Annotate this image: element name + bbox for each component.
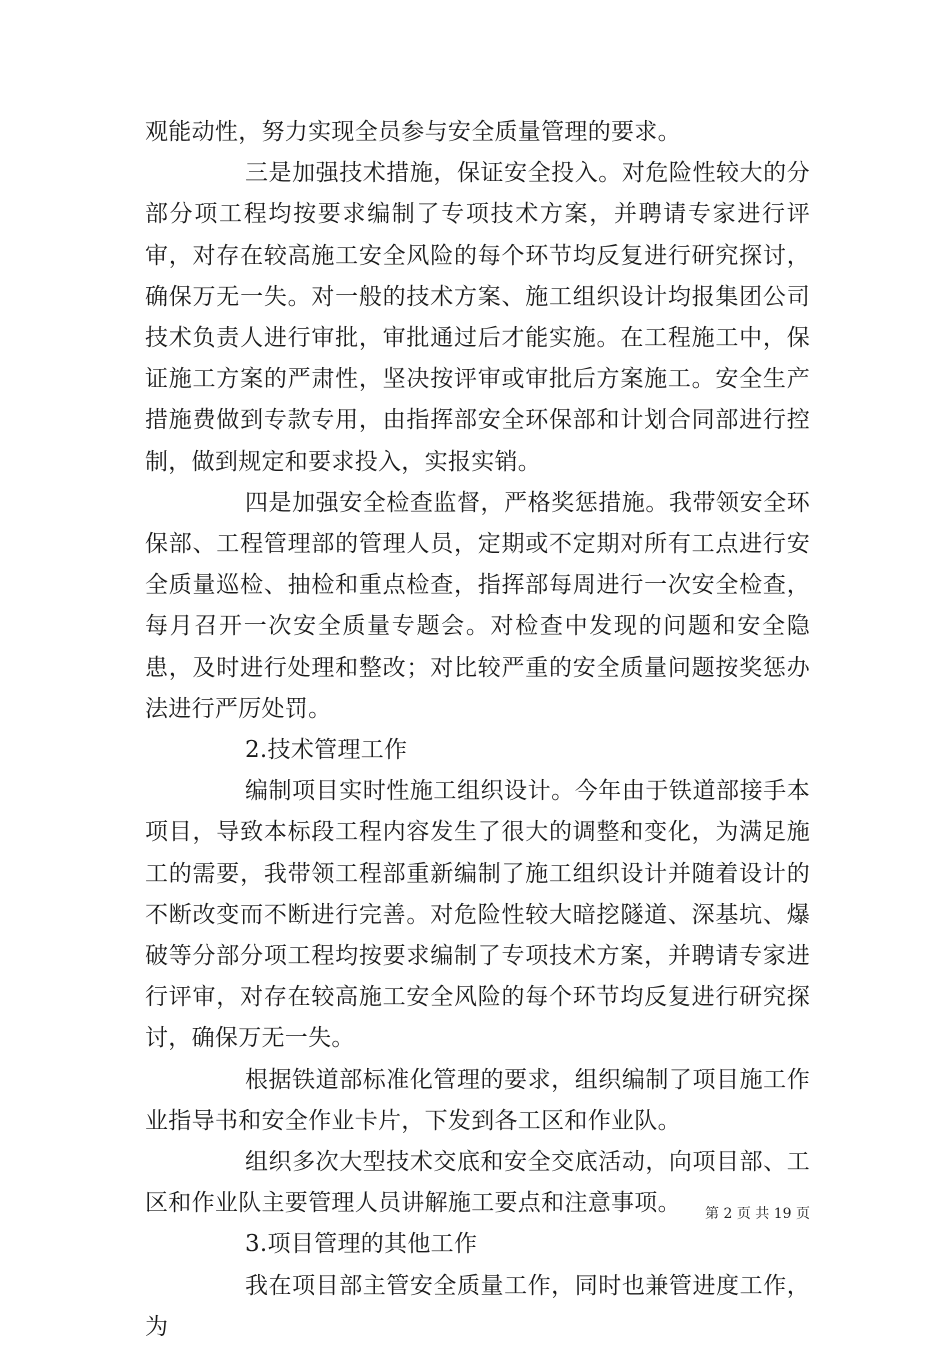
paragraph-technical-measures: 三是加强技术措施，保证安全投入。对危险性较大的分部分项工程均按要求编制了专项技术方案，并聘请专家进行评审，对存在较高施工安全风险的每个环节均反复进行研究探讨，确保万无一失。对一般的技术方案、施工组织设计均报集团公司技术负责人进行审批，审批通过后才能实施。在工程施工中，保证施工方案的严肃性，坚决按评审或审批后方案施工。安全生产措施费做到专款专用，由指挥部安全环保部和计划合同部进行控制，做到规定和要求投入，实报实销。 — [145, 160, 810, 475]
page-number-footer: 第 2 页 共 19 页 — [705, 1206, 810, 1222]
section-heading-technical-management: 2.技术管理工作 — [245, 737, 408, 764]
paragraph-technical-briefing: 组织多次大型技术交底和安全交底活动，向项目部、工区和作业队主要管理人员讲解施工要点和注意事项。 — [145, 1149, 810, 1217]
paragraph-construction-design: 编制项目实时性施工组织设计。今年由于铁道部接手本项目，导致本标段工程内容发生了很大的调整和变化，为满足施工的需要，我带领工程部重新编制了施工组织设计并随着设计的不断改变而不断进行完善。对危险性较大暗挖隧道、深基坑、爆破等分部分项工程均按要求编制了专项技术方案，并聘请专家进行评审，对存在较高施工安全风险的每个环节均反复进行研究探讨，确保万无一失。 — [145, 778, 810, 1052]
section-heading-other-work: 3.项目管理的其他工作 — [245, 1231, 478, 1258]
paragraph-continuation: 观能动性，努力实现全员参与安全质量管理的要求。 — [145, 119, 681, 145]
paragraph-standardization: 根据铁道部标准化管理的要求，组织编制了项目施工作业指导书和安全作业卡片，下发到各工区和作业队。 — [145, 1066, 810, 1134]
paragraph-project-role: 我在项目部主管安全质量工作，同时也兼管进度工作，为 — [145, 1272, 810, 1340]
document-body — [145, 112, 810, 1348]
paragraph-safety-inspection: 四是加强安全检查监督，严格奖惩措施。我带领安全环保部、工程管理部的管理人员，定期或不定期对所有工点进行安全质量巡检、抽检和重点检查，指挥部每周进行一次安全检查，每月召开一次安全质量专题会。对检查中发现的问题和安全隐患，及时进行处理和整改；对比较严重的安全质量问题按奖惩办法进行严厉处罚。 — [145, 489, 810, 722]
